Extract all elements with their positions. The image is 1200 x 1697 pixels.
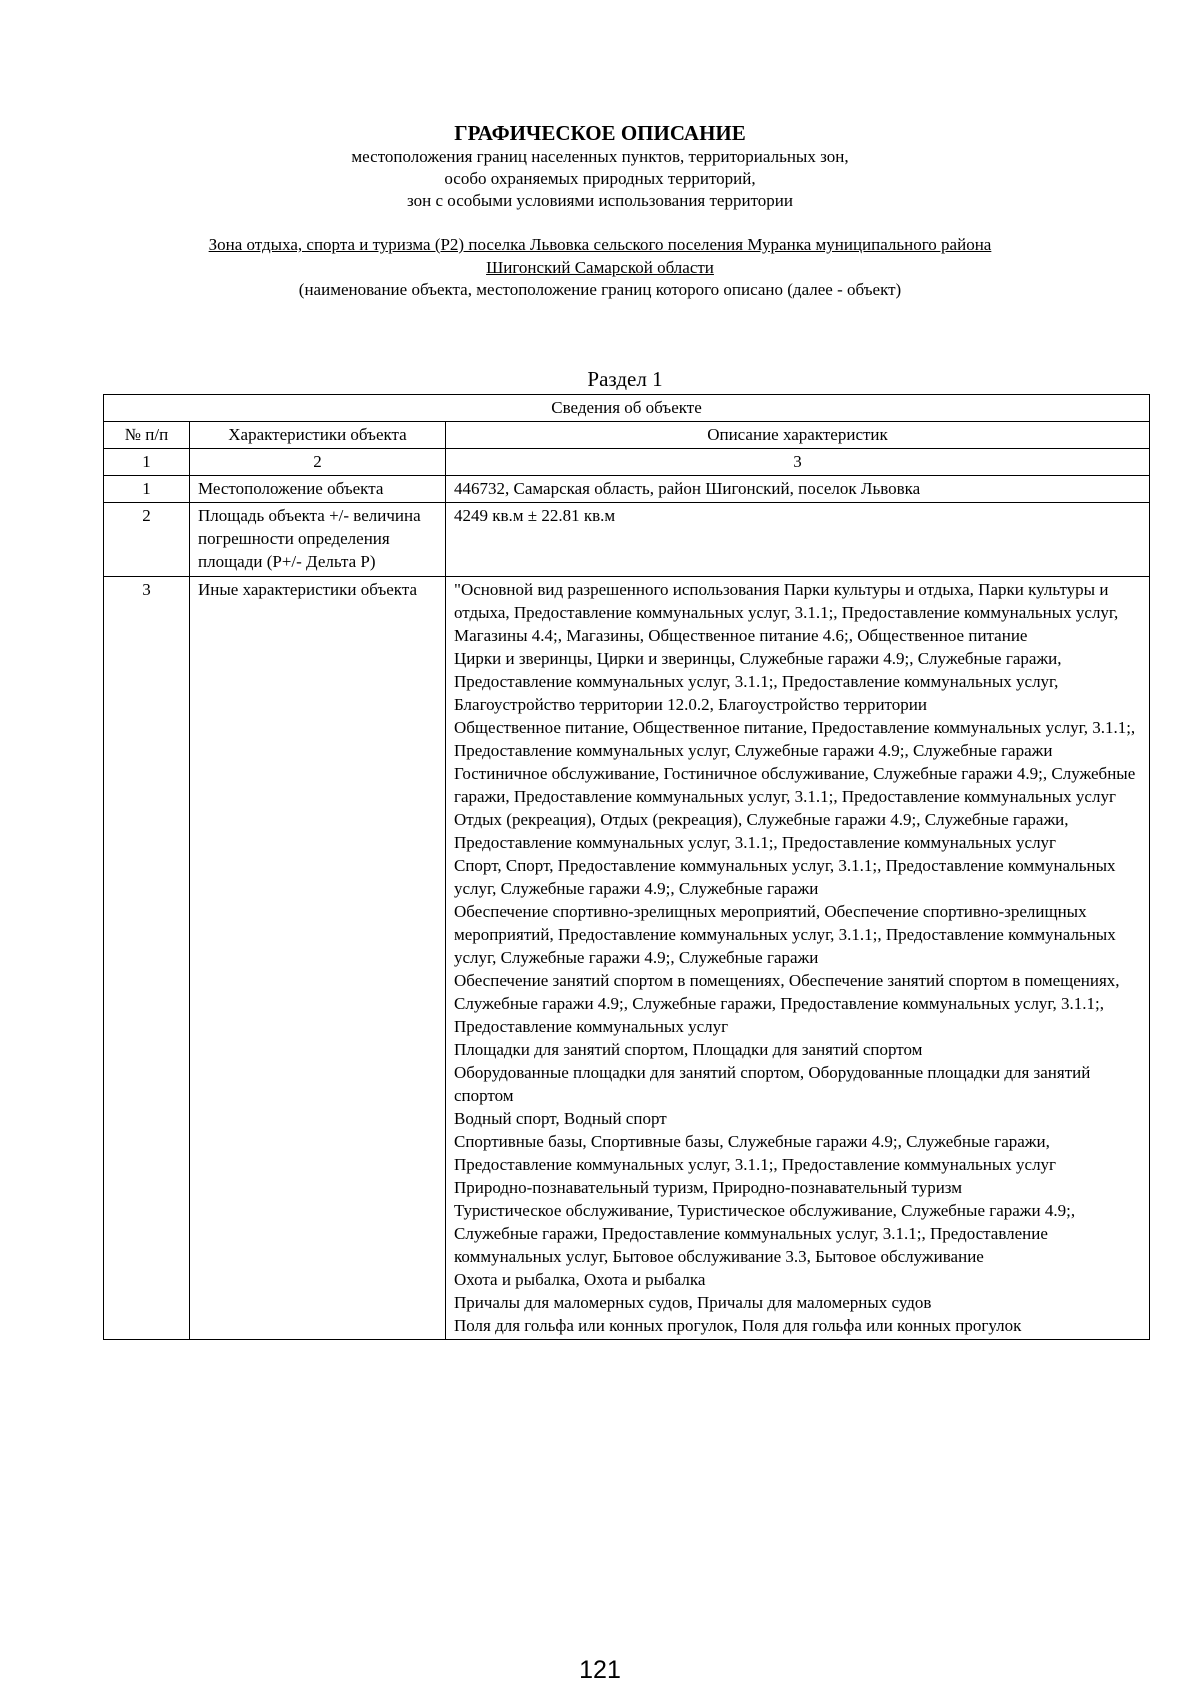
row-desc	[446, 577, 1150, 1340]
subtitle-line-1: местоположения границ населенных пунктов, территориальных зон,	[351, 147, 849, 166]
document-title: ГРАФИЧЕСКОЕ ОПИСАНИЕ	[454, 121, 746, 145]
row-desc-line: Цирки и зверинцы, Цирки и зверинцы, Служебные гаражи 4.9;, Служебные гаражи, Предоставление коммунальных услуг, 3.1.1;, Предоставление коммунальных услуг, Благоустройство территории 12.0.2, Благоустройство территории	[454, 649, 1062, 714]
row-name: Иные характеристики объекта	[190, 577, 446, 1340]
document-header	[100, 120, 1100, 301]
subtitle-line-2: особо охраняемых природных территорий,	[444, 169, 756, 188]
row-desc-line: Общественное питание, Общественное питание, Предоставление коммунальных услуг, 3.1.1;, Предоставление коммунальных услуг, Служебные гаражи 4.9;, Служебные гаражи	[454, 718, 1136, 760]
table-column-numbers-row	[104, 449, 1150, 476]
row-num: 2	[104, 503, 190, 577]
row-desc-line: Обеспечение занятий спортом в помещениях, Обеспечение занятий спортом в помещениях, Служебные гаражи 4.9;, Служебные гаражи, Предоставление коммунальных услуг, 3.1.1;, Предоставление коммунальных услуг	[454, 971, 1120, 1036]
row-desc-line: Поля для гольфа или конных прогулок, Поля для гольфа или конных прогулок	[454, 1316, 1022, 1335]
column-header-name: Характеристики объекта	[190, 422, 446, 449]
row-desc-line: Отдых (рекреация), Отдых (рекреация), Служебные гаражи 4.9;, Служебные гаражи, Предоставление коммунальных услуг, 3.1.1;, Предоставление коммунальных услуг	[454, 810, 1069, 852]
object-name	[100, 233, 1100, 279]
column-number-2: 2	[190, 449, 446, 476]
row-desc-line: Обеспечение спортивно-зрелищных мероприятий, Обеспечение спортивно-зрелищных мероприятий, Предоставление коммунальных услуг, 3.1.1;, Предоставление коммунальных услуг, Служебные гаражи 4.9;, Служебные гаражи	[454, 902, 1116, 967]
object-info-table	[103, 394, 1150, 1340]
table-row	[104, 476, 1150, 503]
object-name-caption: (наименование объекта, местоположение границ которого описано (далее - объект)	[298, 280, 902, 299]
row-desc-line: Водный спорт, Водный спорт	[454, 1109, 667, 1128]
object-name-line-2: Шигонский Самарской области	[486, 258, 714, 277]
row-name: Площадь объекта +/- величина погрешности определения площади (Р+/- Дельта Р)	[190, 503, 446, 577]
row-desc-line: Спорт, Спорт, Предоставление коммунальных услуг, 3.1.1;, Предоставление коммунальных услуг, Служебные гаражи 4.9;, Служебные гаражи	[454, 856, 1116, 898]
row-desc-line: Охота и рыбалка, Охота и рыбалка	[454, 1270, 706, 1289]
table-row	[104, 503, 1150, 577]
table-header-row	[104, 422, 1150, 449]
row-desc	[446, 476, 1150, 503]
row-desc-line: "Основной вид разрешенного использования Парки культуры и отдыха, Парки культуры и отдыха, Предоставление коммунальных услуг, 3.1.1;, Предоставление коммунальных услуг, Магазины 4.4;, Магазины, Общественное питание 4.6;, Общественное питание	[454, 580, 1119, 645]
page-number: 121	[579, 1656, 621, 1684]
column-header-desc: Описание характеристик	[446, 422, 1150, 449]
section-title: Раздел 1	[587, 367, 663, 391]
column-header-num: № п/п	[104, 422, 190, 449]
row-desc	[446, 503, 1150, 577]
subtitle-line-3: зон с особыми условиями использования территории	[407, 191, 793, 210]
table-caption: Сведения об объекте	[104, 395, 1150, 422]
row-desc-line: Оборудованные площадки для занятий спортом, Оборудованные площадки для занятий спортом	[454, 1063, 1091, 1105]
row-desc-line: Природно-познавательный туризм, Природно-познавательный туризм	[454, 1178, 963, 1197]
table-row	[104, 577, 1150, 1340]
row-desc-line: Площадки для занятий спортом, Площадки для занятий спортом	[454, 1040, 923, 1059]
row-desc-line: 4249 кв.м ± 22.81 кв.м	[454, 506, 616, 525]
row-name: Местоположение объекта	[190, 476, 446, 503]
table-caption-row	[104, 395, 1150, 422]
object-name-line-1: Зона отдыха, спорта и туризма (Р2) поселка Львовка сельского поселения Муранка муниципального района	[208, 235, 992, 254]
row-desc-line: 446732, Самарская область, район Шигонский, поселок Львовка	[454, 479, 921, 498]
row-desc-line: Гостиничное обслуживание, Гостиничное обслуживание, Служебные гаражи 4.9;, Служебные гаражи, Предоставление коммунальных услуг, 3.1.1;, Предоставление коммунальных услуг	[454, 764, 1136, 806]
row-desc-line: Спортивные базы, Спортивные базы, Служебные гаражи 4.9;, Служебные гаражи, Предоставление коммунальных услуг, 3.1.1;, Предоставление коммунальных услуг	[454, 1132, 1057, 1174]
row-desc-line: Туристическое обслуживание, Туристическое обслуживание, Служебные гаражи 4.9;, Служебные гаражи, Предоставление коммунальных услуг, 3.1.1;, Предоставление коммунальных услуг, Бытовое обслуживание 3.3, Бытовое обслуживание	[454, 1201, 1076, 1266]
column-number-1: 1	[104, 449, 190, 476]
column-number-3: 3	[446, 449, 1150, 476]
row-num: 3	[104, 577, 190, 1340]
row-desc-line: Причалы для маломерных судов, Причалы для маломерных судов	[454, 1293, 932, 1312]
row-num: 1	[104, 476, 190, 503]
